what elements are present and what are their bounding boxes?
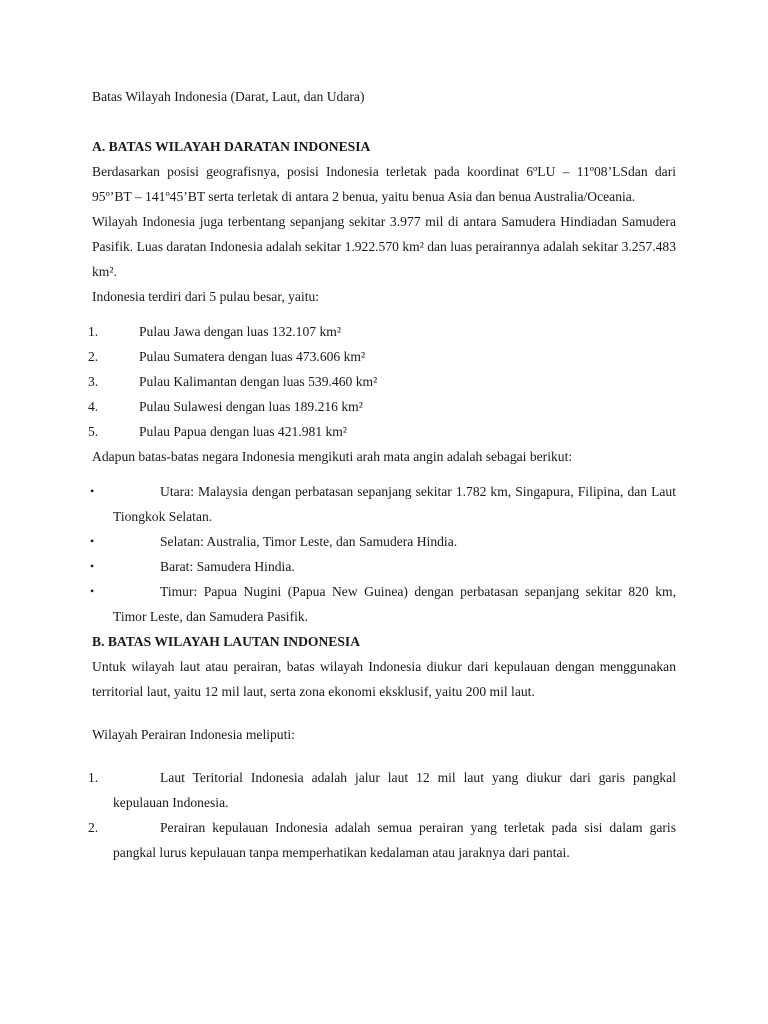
list-item bbox=[88, 394, 676, 419]
waters-list bbox=[88, 765, 676, 865]
waters-intro: Wilayah Perairan Indonesia meliputi: bbox=[92, 727, 295, 742]
list-item-text: Laut Teritorial Indonesia adalah jalur laut 12 mil laut yang diukur dari garis pangkal kepulauan Indonesia. bbox=[113, 770, 676, 810]
document-title: Batas Wilayah Indonesia (Darat, Laut, dan Udara) bbox=[92, 89, 365, 104]
list-item-text: Perairan kepulauan Indonesia adalah semua perairan yang terletak pada sisi dalam garis pangkal lurus kepulauan tanpa memperhatikan kedalaman atau jaraknya dari pantai. bbox=[113, 820, 676, 860]
list-number: 2. bbox=[88, 820, 99, 835]
list-item-text: Pulau Sumatera dengan luas 473.606 km² bbox=[139, 349, 366, 364]
list-number: 1. bbox=[88, 324, 99, 339]
list-item bbox=[92, 479, 676, 529]
section-a-paragraph-2: Wilayah Indonesia juga terbentang sepanjang sekitar 3.977 mil di antara Samudera Hindiadan Samudera Pasifik. Luas daratan Indonesia adalah sekitar 1.922.570 km² dan luas perairannya adalah sekitar 3.257.483 km². bbox=[92, 214, 676, 279]
bullet-icon: • bbox=[90, 534, 95, 548]
list-item-text: Barat: Samudera Hindia. bbox=[160, 559, 295, 574]
list-number: 2. bbox=[88, 349, 99, 364]
list-item-text: Pulau Kalimantan dengan luas 539.460 km² bbox=[139, 374, 378, 389]
list-item bbox=[92, 554, 676, 579]
list-item-text: Pulau Sulawesi dengan luas 189.216 km² bbox=[139, 399, 363, 414]
bullet-icon: • bbox=[90, 584, 95, 598]
list-item bbox=[88, 419, 676, 444]
list-number: 4. bbox=[88, 399, 99, 414]
list-item bbox=[92, 579, 676, 629]
list-item bbox=[88, 765, 676, 815]
list-number: 1. bbox=[88, 770, 99, 785]
section-a-paragraph-1: Berdasarkan posisi geografisnya, posisi Indonesia terletak pada koordinat 6ºLU – 11º08’LSdan dari 95º’BT – 141º45’BT serta terletak di antara 2 benua, yaitu benua Asia dan benua Australia/Oceania. bbox=[92, 164, 676, 204]
list-item-text: Selatan: Australia, Timor Leste, dan Samudera Hindia. bbox=[160, 534, 458, 549]
borders-intro: Adapun batas-batas negara Indonesia mengikuti arah mata angin adalah sebagai berikut: bbox=[92, 449, 573, 464]
bullet-icon: • bbox=[90, 559, 95, 573]
list-item bbox=[88, 815, 676, 865]
islands-list bbox=[88, 319, 676, 444]
list-item-text: Timur: Papua Nugini (Papua New Guinea) dengan perbatasan sepanjang sekitar 820 km, Timor Leste, dan Samudera Pasifik. bbox=[113, 584, 676, 624]
section-b-paragraph-1: Untuk wilayah laut atau perairan, batas wilayah Indonesia diukur dari kepulauan dengan menggunakan territorial laut, yaitu 12 mil laut, serta zona ekonomi eksklusif, yaitu 200 mil laut. bbox=[92, 659, 676, 699]
list-item bbox=[88, 344, 676, 369]
list-item bbox=[88, 319, 676, 344]
list-number: 5. bbox=[88, 424, 99, 439]
list-item-text: Pulau Papua dengan luas 421.981 km² bbox=[139, 424, 347, 439]
section-a-heading: A. BATAS WILAYAH DARATAN INDONESIA bbox=[92, 139, 371, 154]
list-number: 3. bbox=[88, 374, 99, 389]
section-b-heading: B. BATAS WILAYAH LAUTAN INDONESIA bbox=[92, 634, 361, 649]
document-body bbox=[88, 84, 676, 865]
bullet-icon: • bbox=[90, 484, 95, 498]
list-item bbox=[92, 529, 676, 554]
list-item bbox=[88, 369, 676, 394]
list-item-text: Utara: Malaysia dengan perbatasan sepanjang sekitar 1.782 km, Singapura, Filipina, dan Laut Tiongkok Selatan. bbox=[113, 484, 676, 524]
list-item-text: Pulau Jawa dengan luas 132.107 km² bbox=[139, 324, 341, 339]
borders-list bbox=[92, 479, 676, 629]
islands-intro: Indonesia terdiri dari 5 pulau besar, yaitu: bbox=[92, 289, 320, 304]
